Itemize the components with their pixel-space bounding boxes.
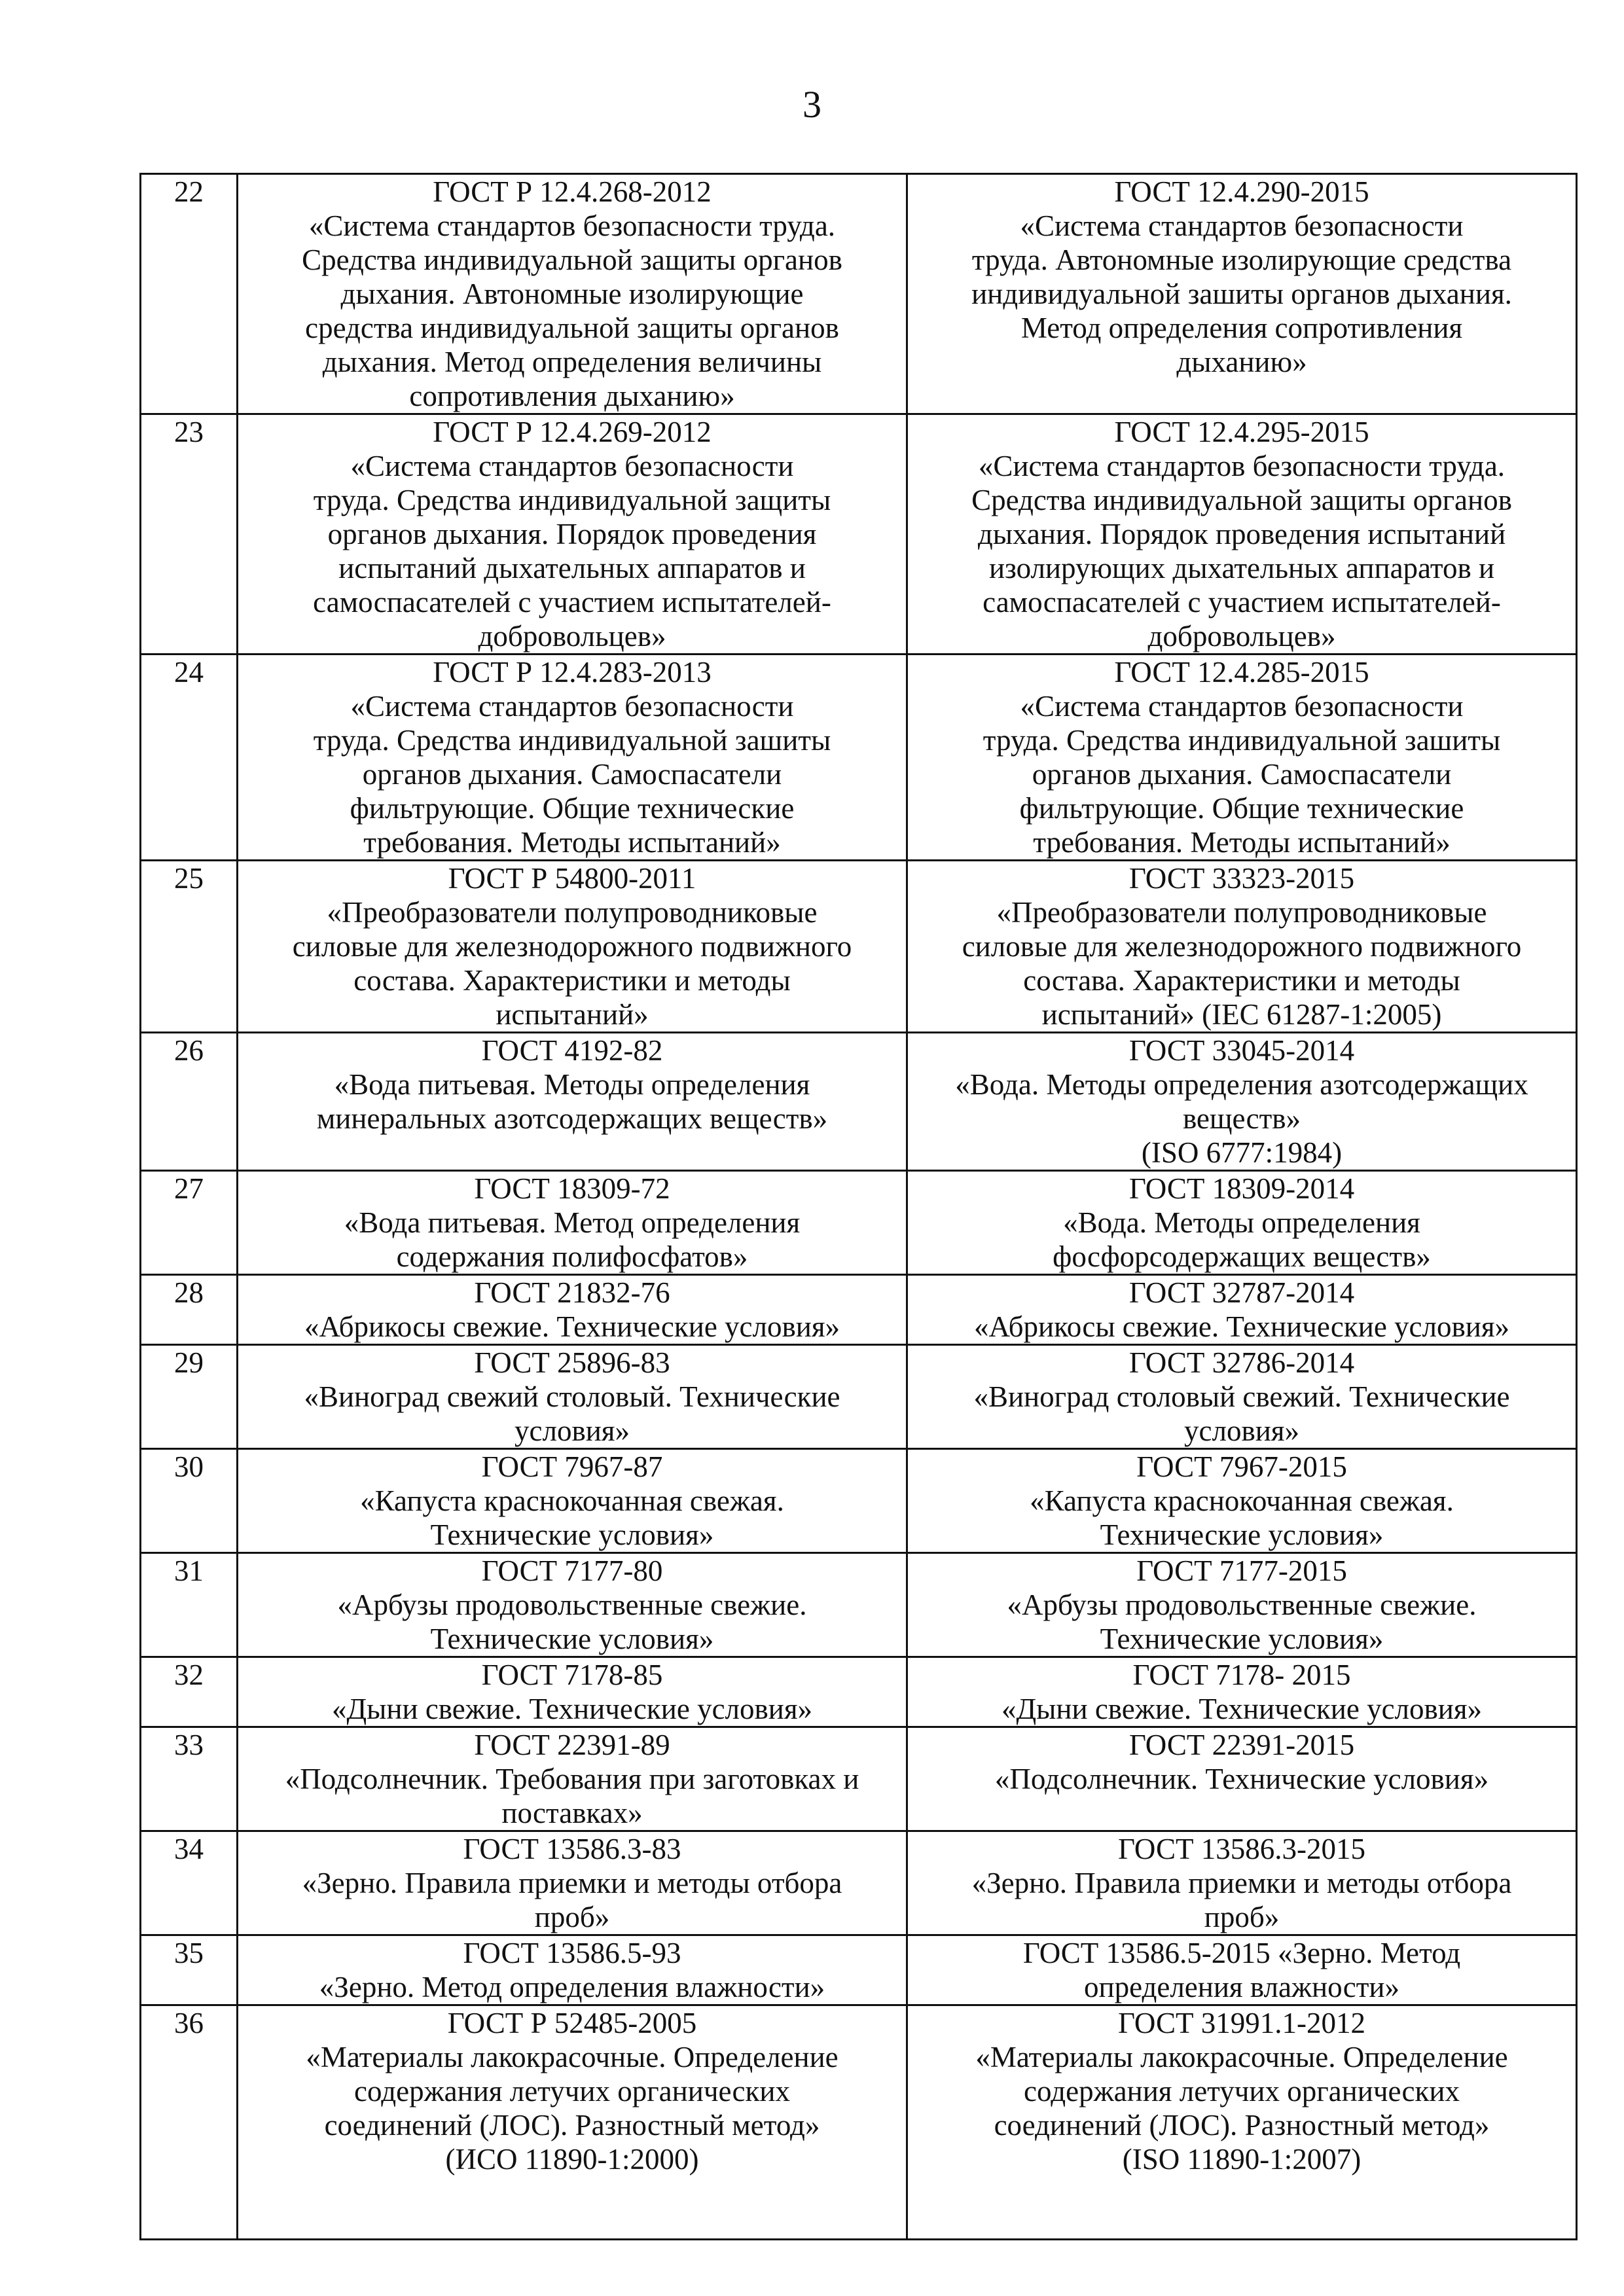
replacement-standard-title: «Система стандартов безопасности труда. Средства индивидуальной защиты органов дыхания. Порядок проведения испытаний изолирующих дыхательных аппаратов и самоспасателей с участием испытателей- добровольцев»	[971, 450, 1512, 653]
replacement-standard-cell	[907, 1727, 1577, 1831]
original-standard-title: «Материалы лакокрасочные. Определение содержания летучих органических соединений (ЛОС). Разностный метод» (ИСО 11890-1:2000)	[306, 2041, 839, 2176]
original-standard-title: «Вода питьевая. Метод определения содержания полифосфатов»	[344, 1206, 801, 1273]
row-number: 35	[141, 1935, 238, 2005]
replacement-standard-title: «Капуста краснокочанная свежая. Технические условия»	[1030, 1484, 1454, 1551]
original-standard-title: «Абрикосы свежие. Технические условия»	[304, 1310, 840, 1343]
original-standard-code: ГОСТ 13586.5-93	[463, 1937, 681, 1969]
table-row	[141, 1275, 1577, 1345]
table-row	[141, 1033, 1577, 1171]
original-standard-cell	[238, 861, 907, 1033]
original-standard-cell	[238, 1449, 907, 1553]
original-standard-title: «Подсолнечник. Требования при заготовках и поставках»	[285, 1763, 859, 1829]
replacement-standard-code: ГОСТ 13586.5-2015 «Зерно. Метод	[1022, 1937, 1461, 1969]
replacement-standard-cell	[907, 174, 1577, 414]
original-standard-cell	[238, 1275, 907, 1345]
table-body	[141, 174, 1577, 2240]
original-standard-title: «Виноград свежий столовый. Технические условия»	[304, 1380, 840, 1447]
table-row	[141, 861, 1577, 1033]
original-standard-cell	[238, 1171, 907, 1275]
original-standard-cell	[238, 2005, 907, 2240]
replacement-standard-title: «Материалы лакокрасочные. Определение содержания летучих органических соединений (ЛОС). Разностный метод» (ISO 11890-1:2007)	[975, 2041, 1508, 2176]
table-row	[141, 1727, 1577, 1831]
original-standard-cell	[238, 1935, 907, 2005]
replacement-standard-cell	[907, 1449, 1577, 1553]
original-standard-title: «Дыни свежие. Технические условия»	[331, 1693, 813, 1725]
row-number: 24	[141, 655, 238, 861]
original-standard-cell	[238, 1033, 907, 1171]
replacement-standard-title: «Абрикосы свежие. Технические условия»	[973, 1310, 1510, 1343]
replacement-standard-code: ГОСТ 32786-2014	[1128, 1346, 1355, 1379]
original-standard-code: ГОСТ 4192-82	[481, 1034, 663, 1067]
original-standard-code: ГОСТ 22391-89	[474, 1729, 670, 1761]
replacement-standard-title: «Виноград столовый свежий. Технические условия»	[973, 1380, 1510, 1447]
replacement-standard-title: «Преобразователи полупроводниковые силовые для железнодорожного подвижного состава. Характеристики и методы испытаний» (IEC 61287-1:2005)	[962, 896, 1522, 1031]
original-standard-cell	[238, 174, 907, 414]
replacement-standard-cell	[907, 861, 1577, 1033]
page-number: 3	[803, 83, 821, 126]
replacement-standard-cell	[907, 1553, 1577, 1657]
replacement-standard-title: «Зерно. Правила приемки и методы отбора проб»	[971, 1867, 1512, 1933]
original-standard-cell	[238, 655, 907, 861]
original-standard-code: ГОСТ 7178-85	[481, 1659, 663, 1691]
original-standard-title: «Вода питьевая. Методы определения минеральных азотсодержащих веществ»	[316, 1068, 828, 1135]
replacement-standard-title: «Подсолнечник. Технические условия»	[994, 1763, 1489, 1795]
replacement-standard-cell	[907, 2005, 1577, 2240]
original-standard-cell	[238, 414, 907, 655]
original-standard-title: «Арбузы продовольственные свежие. Технические условия»	[337, 1588, 807, 1655]
original-standard-cell	[238, 1345, 907, 1449]
replacement-standard-code: ГОСТ 33323-2015	[1128, 862, 1355, 895]
replacement-standard-cell	[907, 1171, 1577, 1275]
row-number: 33	[141, 1727, 238, 1831]
replacement-standard-title: «Система стандартов безопасности труда. Автономные изолирующие средства индивидуальной зашиты органов дыхания. Метод определения сопротивления дыханию»	[971, 209, 1512, 378]
table-row	[141, 655, 1577, 861]
table-row	[141, 414, 1577, 655]
original-standard-title: «Система стандартов безопасности труда. Средства индивидуальной защиты органов дыхания. Автономные изолирующие средства индивидуальной защиты органов дыхания. Метод определения величины сопротивления дыханию»	[302, 209, 842, 412]
replacement-standard-code: ГОСТ 33045-2014	[1128, 1034, 1355, 1067]
replacement-standard-title: «Дыни свежие. Технические условия»	[1001, 1693, 1483, 1725]
row-number: 22	[141, 174, 238, 414]
row-number: 31	[141, 1553, 238, 1657]
original-standard-code: ГОСТ 21832-76	[474, 1276, 670, 1309]
replacement-standard-code: ГОСТ 13586.3-2015	[1118, 1833, 1365, 1865]
table-row	[141, 174, 1577, 414]
original-standard-cell	[238, 1553, 907, 1657]
row-number: 34	[141, 1831, 238, 1935]
original-standard-code: ГОСТ Р 52485-2005	[447, 2007, 697, 2039]
table-row	[141, 1553, 1577, 1657]
original-standard-code: ГОСТ Р 12.4.268-2012	[433, 175, 712, 208]
replacement-standard-code: ГОСТ 31991.1-2012	[1118, 2007, 1365, 2039]
original-standard-title: «Система стандартов безопасности труда. Средства индивидуальной зашиты органов дыхания. Самоспасатели фильтрующие. Общие технические требования. Методы испытаний»	[313, 690, 831, 859]
table-row	[141, 2005, 1577, 2240]
replacement-standard-code: ГОСТ 7967-2015	[1136, 1450, 1347, 1483]
table-row	[141, 1831, 1577, 1935]
replacement-standard-cell	[907, 414, 1577, 655]
replacement-standard-code: ГОСТ 18309-2014	[1128, 1172, 1355, 1205]
original-standard-cell	[238, 1727, 907, 1831]
replacement-standard-title: «Система стандартов безопасности труда. Средства индивидуальной зашиты органов дыхания. Самоспасатели фильтрующие. Общие технические требования. Методы испытаний»	[983, 690, 1501, 859]
replacement-standard-code: ГОСТ 32787-2014	[1128, 1276, 1355, 1309]
replacement-standard-cell	[907, 1657, 1577, 1727]
replacement-standard-title: определения влажности»	[1084, 1971, 1399, 2003]
row-number: 30	[141, 1449, 238, 1553]
original-standard-code: ГОСТ 7177-80	[481, 1554, 663, 1587]
original-standard-code: ГОСТ 25896-83	[474, 1346, 670, 1379]
table-row	[141, 1171, 1577, 1275]
row-number: 28	[141, 1275, 238, 1345]
row-number: 27	[141, 1171, 238, 1275]
table-row	[141, 1935, 1577, 2005]
replacement-standard-title: «Арбузы продовольственные свежие. Технические условия»	[1007, 1588, 1477, 1655]
row-number: 26	[141, 1033, 238, 1171]
original-standard-code: ГОСТ Р 12.4.283-2013	[433, 656, 712, 689]
replacement-standard-code: ГОСТ 7178- 2015	[1132, 1659, 1351, 1691]
original-standard-code: ГОСТ 18309-72	[474, 1172, 670, 1205]
replacement-standard-code: ГОСТ 12.4.295-2015	[1114, 416, 1369, 448]
replacement-standard-cell	[907, 1935, 1577, 2005]
row-number: 36	[141, 2005, 238, 2240]
replacement-standard-code: ГОСТ 12.4.290-2015	[1114, 175, 1369, 208]
original-standard-title: «Преобразователи полупроводниковые силовые для железнодорожного подвижного состава. Характеристики и методы испытаний»	[292, 896, 852, 1031]
original-standard-code: ГОСТ Р 12.4.269-2012	[433, 416, 712, 448]
table-row	[141, 1657, 1577, 1727]
row-number: 29	[141, 1345, 238, 1449]
replacement-standard-code: ГОСТ 12.4.285-2015	[1114, 656, 1369, 689]
replacement-standard-cell	[907, 1345, 1577, 1449]
original-standard-cell	[238, 1831, 907, 1935]
row-number: 32	[141, 1657, 238, 1727]
replacement-standard-code: ГОСТ 22391-2015	[1128, 1729, 1355, 1761]
standards-table	[139, 173, 1578, 2240]
replacement-standard-code: ГОСТ 7177-2015	[1136, 1554, 1347, 1587]
replacement-standard-cell	[907, 655, 1577, 861]
table-row	[141, 1449, 1577, 1553]
original-standard-cell	[238, 1657, 907, 1727]
original-standard-code: ГОСТ 7967-87	[481, 1450, 663, 1483]
replacement-standard-cell	[907, 1275, 1577, 1345]
original-standard-title: «Капуста краснокочанная свежая. Технические условия»	[360, 1484, 784, 1551]
row-number: 23	[141, 414, 238, 655]
original-standard-code: ГОСТ 13586.3-83	[463, 1833, 681, 1865]
original-standard-title: «Зерно. Правила приемки и методы отбора проб»	[302, 1867, 842, 1933]
original-standard-title: «Система стандартов безопасности труда. Средства индивидуальной защиты органов дыхания. Порядок проведения испытаний дыхательных аппаратов и самоспасателей с участием испытателей- добровольцев»	[313, 450, 831, 653]
replacement-standard-cell	[907, 1831, 1577, 1935]
replacement-standard-cell	[907, 1033, 1577, 1171]
replacement-standard-title: «Вода. Методы определения фосфорсодержащих веществ»	[1053, 1206, 1431, 1273]
original-standard-code: ГОСТ Р 54800-2011	[448, 862, 696, 895]
row-number: 25	[141, 861, 238, 1033]
table-row	[141, 1345, 1577, 1449]
original-standard-title: «Зерно. Метод определения влажности»	[319, 1971, 825, 2003]
replacement-standard-title: «Вода. Методы определения азотсодержащих веществ» (ISO 6777:1984)	[955, 1068, 1528, 1169]
